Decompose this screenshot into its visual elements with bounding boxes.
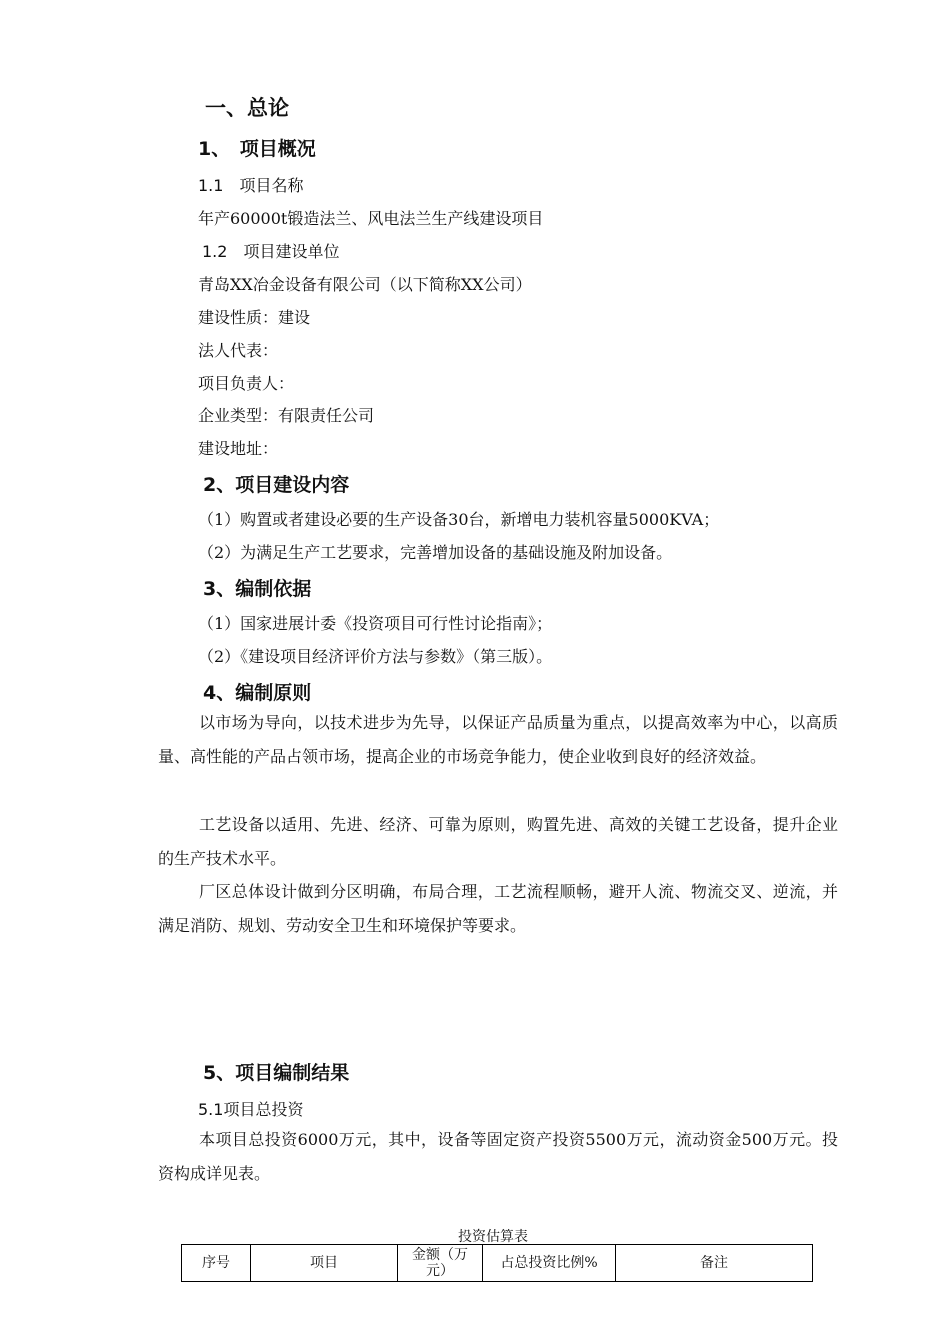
table-header-row (182, 1245, 813, 1282)
basis-item-1: （1）国家进展计委《投资项目可行性讨论指南》； (198, 614, 553, 633)
principle-paragraph-3: 厂区总体设计做到分区明确，布局合理，工艺流程顺畅，避开人流、物流交叉、逆流，并满足消防、规划、劳动安全卫生和环境保护等要求。 (158, 882, 838, 935)
table-caption: 投资估算表 (458, 1229, 528, 1245)
section-3-title: 3、编制依据 (203, 578, 312, 600)
item-5-1-heading: 5.1项目总投资 (198, 1100, 304, 1119)
header-cell-ratio: 占总投资比例% (483, 1245, 616, 1282)
content-item-2: （2）为满足生产工艺要求，完善增加设备的基础设施及附加设备。 (198, 543, 673, 562)
legal-representative: 法人代表： (198, 341, 279, 360)
project-name: 年产60000t锻造法兰、风电法兰生产线建设项目 (198, 209, 544, 228)
section-5-title: 5、项目编制结果 (203, 1062, 350, 1084)
basis-item-2: （2）《建设项目经济评价方法与参数》（第三版）。 (198, 647, 553, 666)
investment-paragraph: 本项目总投资6000万元，其中，设备等固定资产投资5500万元，流动资金500万元。投资构成详见表。 (158, 1130, 838, 1183)
header-cell-item: 项目 (251, 1245, 398, 1282)
principle-paragraph-1: 以市场为导向，以技术进步为先导，以保证产品质量为重点，以提高效率为中心，以高质量、高性能的产品占领市场，提高企业的市场竞争能力，使企业收到良好的经济效益。 (158, 713, 838, 766)
investment-table (181, 1244, 813, 1282)
construction-nature: 建设性质：建设 (198, 308, 311, 327)
header-cell-index: 序号 (182, 1245, 251, 1282)
header-cell-remarks: 备注 (616, 1245, 813, 1282)
item-1-1-heading: 1.1 项目名称 (198, 176, 304, 195)
section-1-title: 一、总论 (205, 96, 289, 120)
subsection-1-title: 1、 项目概况 (198, 138, 316, 160)
section-4-title: 4、编制原则 (203, 682, 312, 704)
project-manager: 项目负责人： (198, 374, 295, 393)
construction-unit: 青岛XX冶金设备有限公司（以下简称XX公司） (198, 275, 532, 294)
section-2-title: 2、项目建设内容 (203, 474, 350, 496)
item-1-2-heading: 1.2 项目建设单位 (202, 242, 340, 261)
company-type: 企业类型：有限责任公司 (198, 406, 375, 425)
principle-paragraph-2: 工艺设备以适用、先进、经济、可靠为原则，购置先进、高效的关键工艺设备，提升企业的生产技术水平。 (158, 815, 838, 868)
header-cell-amount: 金额（万元） (398, 1245, 483, 1282)
construction-address: 建设地址： (198, 439, 279, 458)
content-item-1: （1）购置或者建设必要的生产设备30台，新增电力装机容量5000KVA； (198, 510, 720, 529)
